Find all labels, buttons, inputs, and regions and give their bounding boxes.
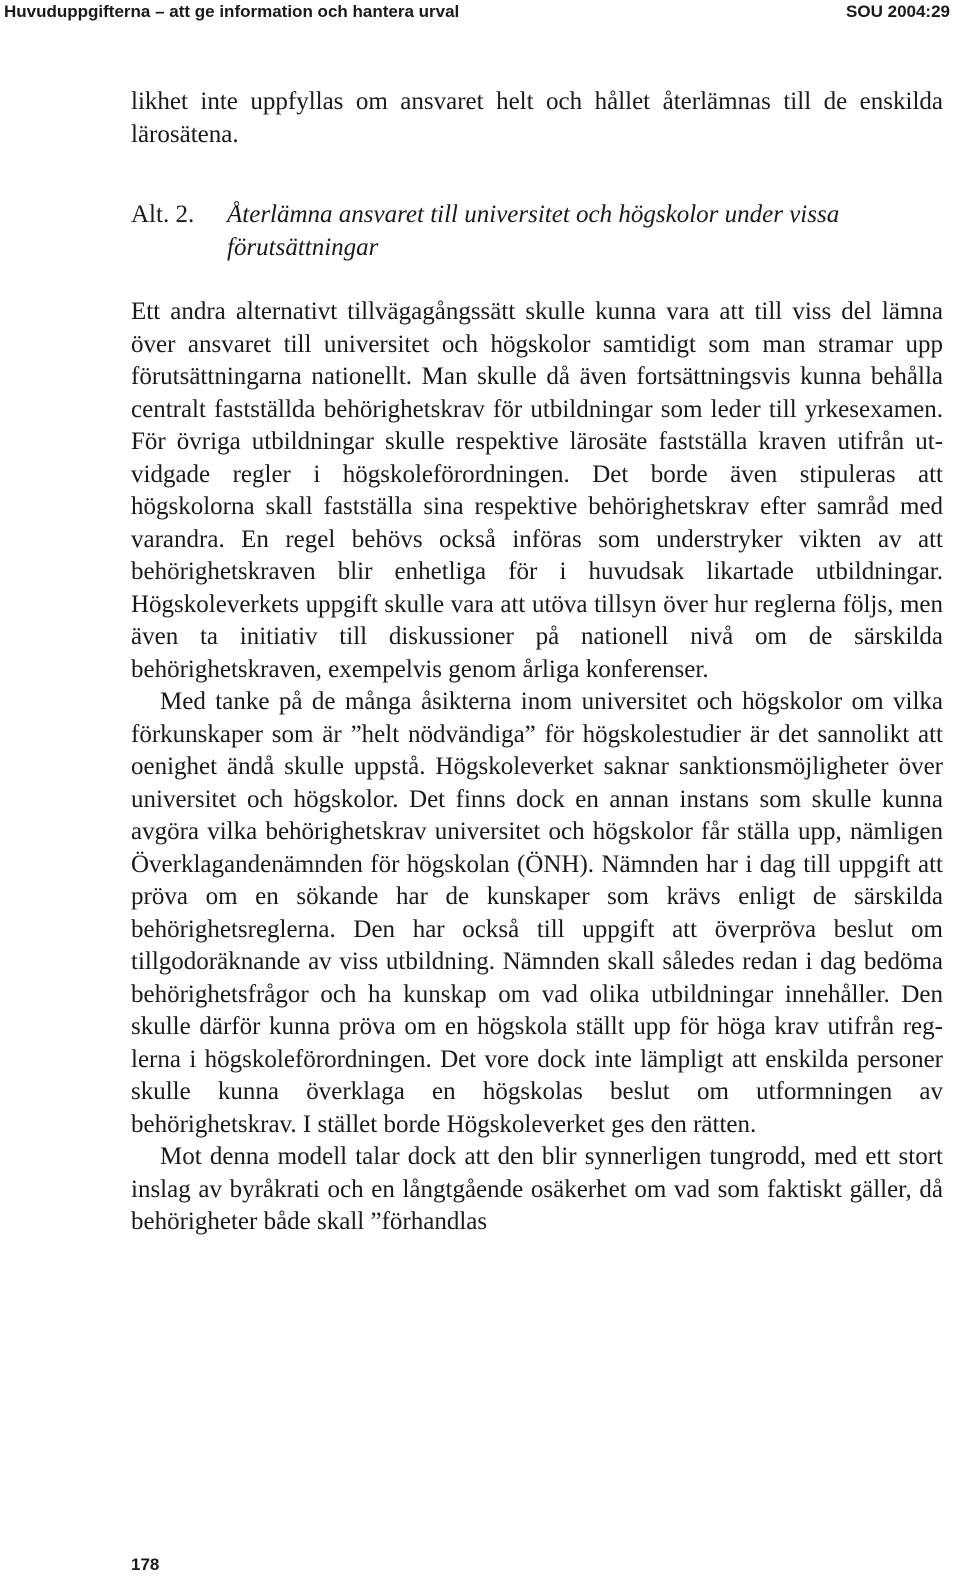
spacer [131, 264, 943, 296]
alternative-number: Alt. 2. [131, 201, 195, 228]
running-header [0, 0, 960, 24]
alternative-title: Återlämna ansvaret till universitet och högskolor under vissa förutsättningar [227, 201, 840, 261]
spacer [131, 151, 943, 199]
header-chapter-title: Huvuduppgifterna – att ge information och hantera urval [4, 2, 460, 21]
page-number: 178 [131, 1555, 160, 1574]
body-paragraph-3: Mot denna modell talar dock att den blir synnerligen tungrodd, med ett stort inslag av byråkrati och en långtgående osäkerhet om vad som faktiskt gäller, då behörigheter både skall ”förhandlas [131, 1143, 943, 1235]
page-body [131, 86, 943, 1239]
body-paragraph-1: Ett andra alternativt tillvägagångssätt skulle kunna vara att till viss del lämna över ansvaret till universitet och högskolor samtidigt som man stramar upp förutsättningarna nationellt. Man skulle då även fortsättningsvis kunna behålla centralt fastställda behörighetskrav för utbildningar som leder till yrkesexamen. För övriga utbildningar skulle respektive lärosäte fastställa kraven utifrån utvidgade regler i högskoleförordningen. Det borde även stipuleras att högskolorna skall fastställa sina respektive behörighetskrav efter samråd med varandra. En regel behövs också införas som understryker vikten av att behörighetskraven blir enhetliga för i huvudsak likartade utbildningar. Högskoleverkets uppgift skulle vara att utöva tillsyn över hur reglerna följs, men även ta initiativ till diskussioner på nationell nivå om de särskilda behörighetskraven, exempelvis genom årliga konferenser. [131, 298, 943, 683]
alternative-heading [131, 199, 943, 264]
header-report-id: SOU 2004:29 [846, 2, 950, 21]
body-paragraph-2: Med tanke på de många åsikterna inom universitet och högskolor om vilka förkunskaper som är ”helt nödvändiga” för högskolestudier är det sannolikt att oenighet ändå skulle uppstå. Högskoleverket saknar sanktionsmöjligheter över universitet och högskolor. Det finns dock en annan instans som skulle kunna avgöra vilka behörighetskrav universitet och högskolor får ställa upp, nämligen Överklagandenämnden för högskolan (ÖNH). Nämnden har i dag till uppgift att pröva om en sökande har de kunskaper som krävs enligt de särskilda behörighetsreglerna. Den har också till uppgift att överpröva beslut om tillgodoräknande av viss utbildning. Nämnden skall således redan i dag bedöma behörighetsfrågor och ha kunskap om vad olika utbildningar innehåller. Den skulle därför kunna pröva om en högskola ställt upp för höga krav utifrån reglerna i högskoleförordningen. Det vore dock inte lämpligt att enskilda personer skulle kunna överklaga en högskolas beslut om utformningen av behörighetskrav. I stället borde Högskoleverket ges den rätten. [131, 688, 943, 1138]
opening-paragraph: likhet inte uppfyllas om ansvaret helt och hållet återlämnas till de enskilda lärosätena. [131, 88, 943, 148]
